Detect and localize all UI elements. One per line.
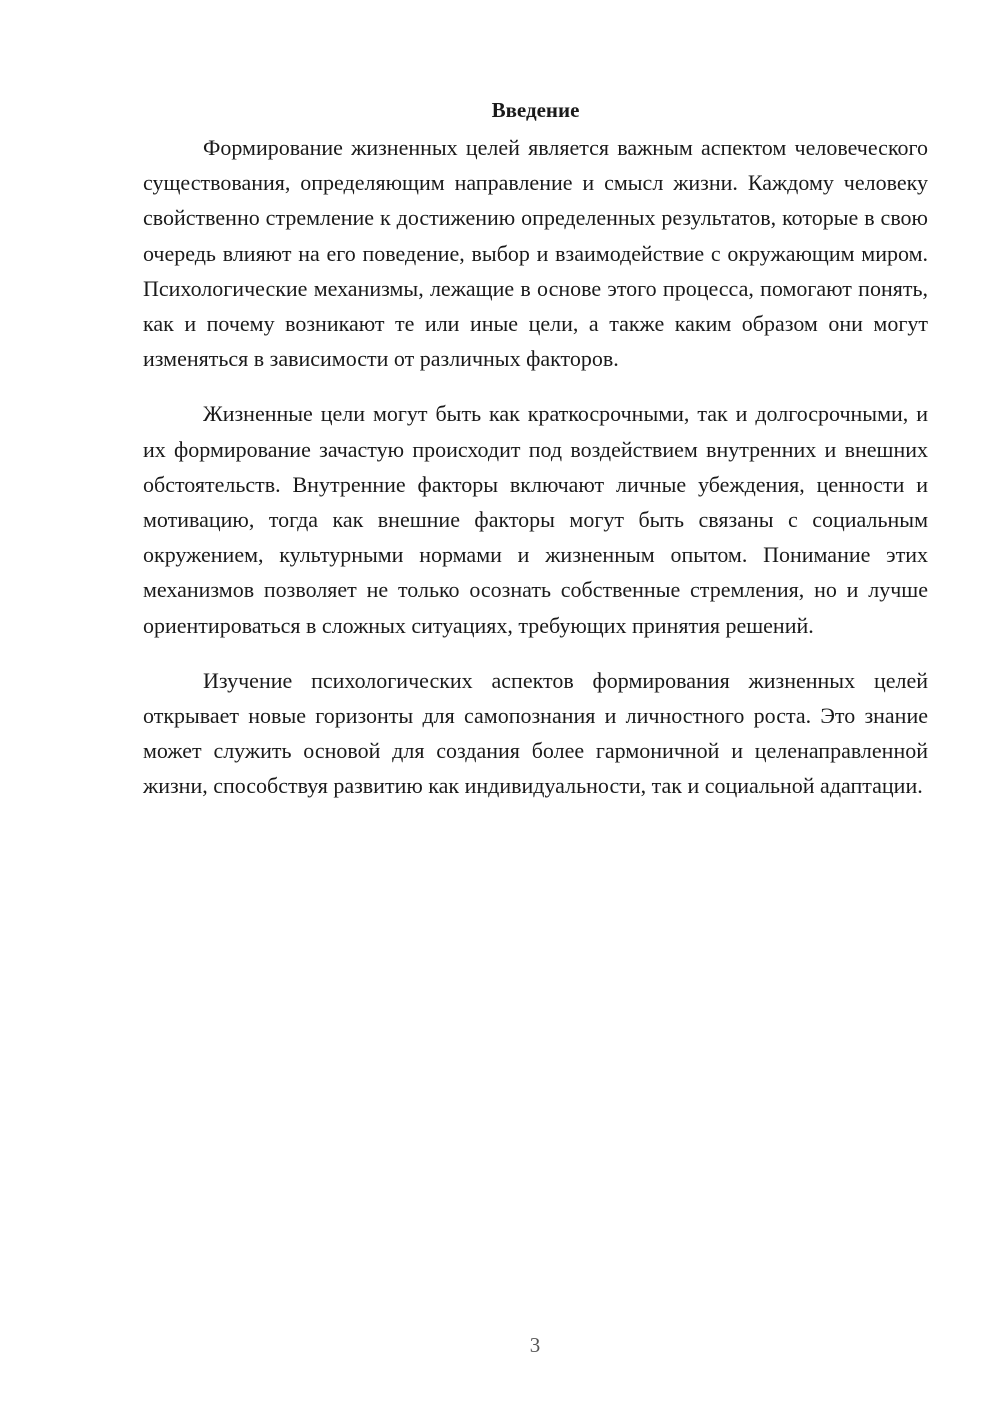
section-title: Введение xyxy=(491,98,580,122)
paragraph-3: Изучение психологических аспектов формирования жизненных целей открывает новые горизонты для самопознания и личностного роста. Это знание может служить основой для создания более гармоничной и целенаправленной жизни, способствуя развитию как индивидуальности, так и социальной адаптации. xyxy=(143,667,928,799)
paragraph-1: Формирование жизненных целей является важным аспектом человеческого существования, определяющим направление и смысл жизни. Каждому человеку свойственно стремление к достижению определенных результатов, которые в свою очередь влияют на его поведение, выбор и взаимодействие с окружающим миром. Психологические механизмы, лежащие в основе этого процесса, помогают понять, как и почему возникают те или иные цели, а также каким образом они могут изменяться в зависимости от различных факторов. xyxy=(143,135,928,372)
paragraph-2: Жизненные цели могут быть как краткосрочными, так и долгосрочными, и их формирование зачастую происходит под воздействием внутренних и внешних обстоятельств. Внутренние факторы включают личные убеждения, ценности и мотивацию, тогда как внешние факторы могут быть связаны с социальным окружением, культурными нормами и жизненным опытом. Понимание этих механизмов позволяет не только осознать собственные стремления, но и лучше ориентироваться в сложных ситуациях, требующих принятия решений. xyxy=(143,401,928,638)
page-number: 3 xyxy=(529,1333,541,1357)
page-content xyxy=(143,92,928,824)
